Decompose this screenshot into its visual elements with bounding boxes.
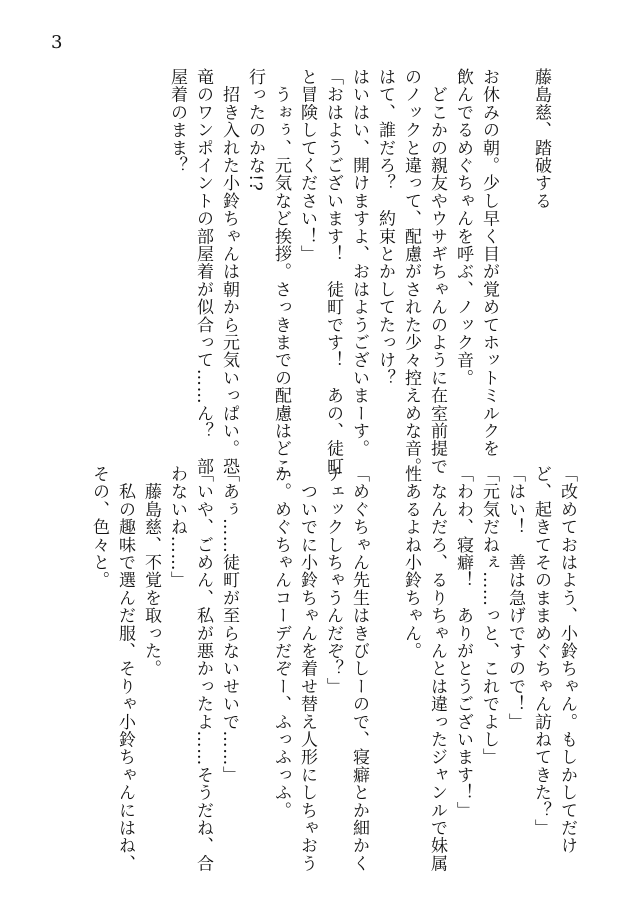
top-block-line: はて、誰だろ？ 約束とかしてたっけ？ — [375, 68, 395, 387]
top-block-line: 藤島慈、踏破する — [531, 68, 551, 210]
bottom-block-line: 「改めておはよう、小鈴ちゃん。もしかしてだけ — [557, 465, 577, 855]
top-block-line: 竜のワンポイントの部屋着が似合って……ん？ 部 — [193, 68, 213, 476]
bottom-block-line: ど、起きてそのままめぐちゃん訪ねてきた？」 — [531, 465, 551, 837]
top-block-line: どこかの親友やウサギちゃんのように在室前提で — [427, 68, 447, 476]
top-block-line: 屋着のまま？ — [167, 68, 187, 175]
bottom-block-line: チェックしちゃうんだぞ？」 — [323, 465, 343, 696]
bottom-block-line: 私の趣味で選んだ服、そりゃ小鈴ちゃんにはね、 — [115, 465, 135, 873]
bottom-block-line — [242, 465, 268, 845]
top-block-line: のノックと違って、配慮がされた少々控えめな音。 — [401, 68, 421, 476]
bottom-block-line: 「めぐちゃん先生はきびしーので、寝癖とか細かく — [349, 465, 369, 873]
bottom-block-line — [372, 465, 398, 845]
top-block-line: はいはい、開けますよ、おはようございまーす。 — [349, 68, 369, 458]
top-block-line: 行ったのかな!? — [245, 68, 265, 192]
top-block-line: お休みの朝。少し早く目が覚めてホットミルクを — [479, 68, 499, 458]
bottom-block-line: 「あぅ……徒町が至らないせいで……」 — [219, 465, 239, 784]
bottom-block-line: ついでに小鈴ちゃんを着せ替え人形にしちゃおう — [297, 465, 317, 873]
bottom-block-line: 「元気だねぇ……っと、これでよし」 — [479, 465, 499, 766]
top-block-line: と冒険してください！」 — [297, 68, 317, 263]
text-block-top — [164, 68, 580, 476]
bottom-block-line: わないね……」 — [167, 465, 187, 589]
bottom-block-line: 「いや、ごめん、私が悪かったよ……そうだね、合 — [193, 465, 213, 873]
top-block-line — [502, 68, 528, 448]
bottom-block-line: その、色々と。 — [89, 465, 109, 589]
page-number: 3 — [51, 32, 63, 53]
top-block-line: 招き入れた小鈴ちゃんは朝から元気いっぱい。恐 — [219, 68, 239, 476]
top-block-line — [554, 68, 580, 448]
bottom-block-line: 性あるよね小鈴ちゃん。 — [401, 465, 421, 660]
top-block-line: 飲んでるめぐちゃんを呼ぶ、ノック音。 — [453, 68, 473, 387]
bottom-block-line: か。めぐちゃんコーデだぞー、ふっふっふ。 — [271, 465, 291, 819]
bottom-block-line: 「はい！ 善は急げですので！」 — [505, 465, 525, 731]
bottom-block-line: なんだろ、るりちゃんとは違ったジャンルで妹属 — [427, 465, 447, 873]
top-block-line: うぉぅ、元気など挨拶。さっきまでの配慮はどこ — [271, 68, 291, 476]
text-block-bottom — [86, 465, 580, 873]
top-block-line: 「おはようございます！ 徒町です！ あの、徒町 — [323, 68, 343, 476]
bottom-block-line: 藤島慈、不覚を取った。 — [141, 465, 161, 678]
bottom-block-line: 「わわ、寝癖！ ありがとうございます！」 — [453, 465, 473, 819]
